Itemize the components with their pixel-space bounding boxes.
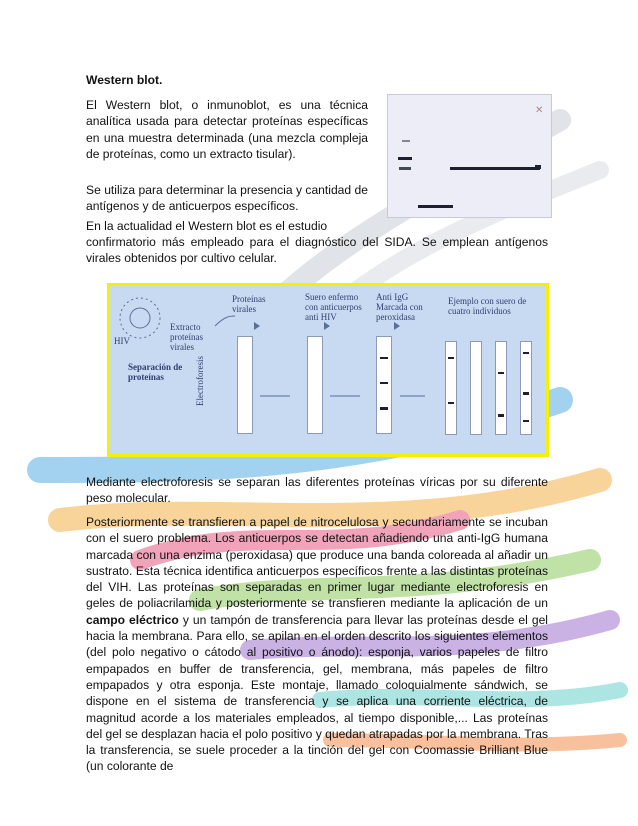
- label-electroforesis: Electroforesis: [195, 356, 205, 406]
- sample-strip-1: [445, 341, 457, 435]
- paragraph-electroforesis: Mediante electroforesis se separan las diferentes proteínas víricas por su diferente peso molecular.: [86, 475, 548, 506]
- label-proteinas: Proteínas virales: [232, 294, 266, 314]
- paragraph-transfer: [86, 514, 548, 775]
- label-suero: Suero enfermo con anticuerpos anti HIV: [305, 292, 362, 322]
- membrane-strip: [307, 336, 323, 434]
- western-blot-photo: [387, 94, 552, 218]
- transfer-text-a: Posteriormente se transfieren a papel de nitrocelulosa y secundariamente se incuban con el suero problema. Los anticuerpos se detectan añadiendo una anti-IgG humana marcada con una enzima (peroxidasa) que produce una banda coloreada al añadir un sustrato. Esta técnica identifica anticuerpos específicos frente a las distintas proteínas del VIH. Las proteínas son separadas en primer lugar mediante electroforesis en geles de poliacrilamida y posteriormente se transfieren mediante la aplicación de un: [86, 515, 548, 611]
- term-campo-electrico: campo eléctrico: [86, 612, 179, 627]
- label-anti-igg: Anti IgG Marcada con peroxidasa: [376, 292, 423, 322]
- arrow-icon: [324, 322, 330, 330]
- label-separacion: Separación de proteínas: [128, 362, 183, 382]
- result-strip: [376, 336, 392, 434]
- document-title: Western blot.: [86, 73, 163, 87]
- transfer-text-b: y un tampón de transferencia para llevar las proteínas desde el gel hacia la membrana. Para ello, se apilan en el orden descrito los siguientes elementos (del polo negativo o cátodo al positivo o ánodo): esponja, varios papeles de filtro empapados en buffer de transferencia, gel, membrana, más papeles de filtro empapados y otra esponja. Este montaje, llamado coloquialmente sándwich, se dispone en el sistema de transferencia y se aplica una corriente eléctrica, de magnitud acorde a los materiales empleados, al tiempo disponible,... Las proteínas del gel se desplazan hacia el polo positivo y quedan atrapadas por la membrana. Tras la transferencia, se suele proceder a la tinción del gel con Coomassie Brilliant Blue (un colorante de: [86, 612, 548, 774]
- sample-strip-2: [470, 341, 482, 435]
- label-hiv: HIV: [114, 336, 130, 346]
- marker-icon: ✕: [535, 105, 544, 116]
- arrow-icon: [394, 322, 400, 330]
- sample-strip-3: [495, 341, 507, 435]
- hiv-virus-icon: [120, 298, 160, 338]
- label-ejemplo: Ejemplo con suero de cuatro individuos: [448, 296, 527, 316]
- gel-strip: [237, 336, 253, 434]
- label-extracto: Extracto proteínas virales: [170, 322, 203, 352]
- paragraph-diagnosis: confirmatorio más empleado para el diagnóstico del SIDA. Se emplean antígenos virales obtenidos por cultivo celular.: [86, 235, 548, 266]
- sample-strip-4: [520, 341, 532, 435]
- paragraph-uses: Se utiliza para determinar la presencia y cantidad de antígenos y de anticuerpos específicos.: [86, 183, 368, 214]
- paragraph-diagnosis-start: En la actualidad el Western blot es el estudio: [86, 219, 328, 233]
- arrow-icon: [254, 322, 260, 330]
- paragraph-intro: El Western blot, o inmunoblot, es una técnica analítica usada para detectar proteínas específicas en una muestra determinada (una mezcla compleja de proteínas, como un extracto tisular).: [86, 98, 368, 161]
- western-blot-diagram: [107, 283, 549, 457]
